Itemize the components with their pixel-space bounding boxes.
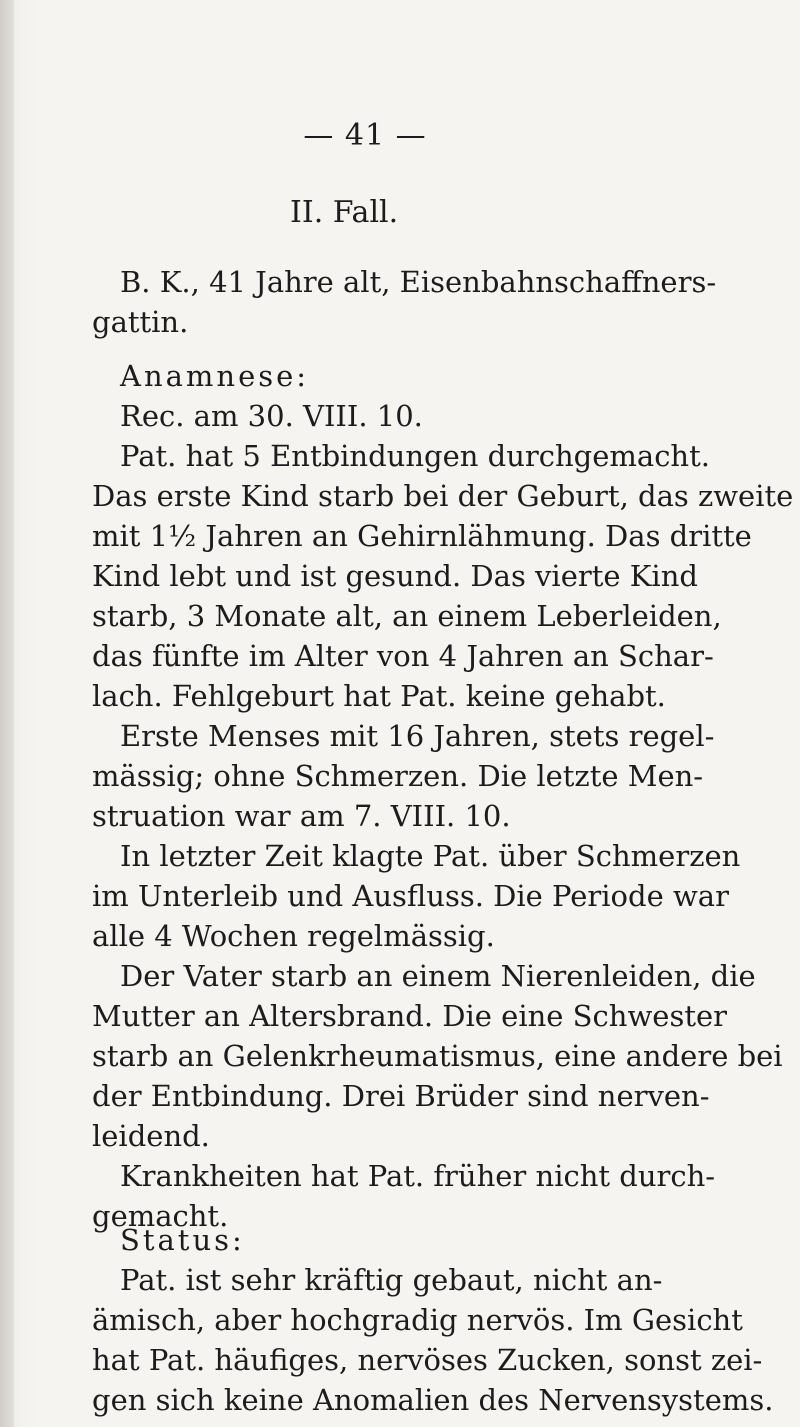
text-line: leidend.	[92, 1119, 210, 1153]
case-intro	[92, 262, 732, 342]
text-line: starb an Gelenkrheumatismus, eine andere bei	[92, 1039, 783, 1073]
text-line: Kind lebt und ist gesund. Das vierte Kind	[92, 559, 698, 593]
text-line: mässig; ohne Schmerzen. Die letzte Men-	[92, 759, 704, 793]
text-line: In letzter Zeit klagte Pat. über Schmerzen	[120, 839, 741, 873]
text-line: Pat. hat 5 Entbindungen durchgemacht.	[120, 439, 710, 473]
page-number: — 41 —	[303, 118, 427, 153]
text-line: lach. Fehlgeburt hat Pat. keine gehabt.	[92, 679, 666, 713]
text-line: Das erste Kind starb bei der Geburt, das zweite	[92, 479, 794, 513]
status-section	[92, 1220, 774, 1420]
text-line: ämisch, aber hochgradig nervös. Im Gesicht	[92, 1303, 743, 1337]
text-line: gattin.	[92, 305, 189, 339]
anamnese-label: Anamnese:	[120, 359, 310, 393]
text-line: B. K., 41 Jahre alt, Eisenbahnschaffners-	[120, 265, 717, 299]
text-line: alle 4 Wochen regelmässig.	[92, 919, 495, 953]
text-line: Rec. am 30. VIII. 10.	[120, 399, 423, 433]
page-gutter-shadow	[0, 0, 14, 1427]
text-line: mit 1½ Jahren an Gehirnlähmung. Das dritte	[92, 519, 752, 553]
text-line: starb, 3 Monate alt, an einem Leberleiden,	[92, 599, 722, 633]
text-line: Der Vater starb an einem Nierenleiden, die	[120, 959, 756, 993]
text-line: Mutter an Altersbrand. Die eine Schwester	[92, 999, 728, 1033]
anamnese-section	[92, 356, 794, 1236]
status-label: Status:	[120, 1223, 245, 1257]
case-heading: II. Fall.	[290, 195, 399, 230]
text-line: das fünfte im Alter von 4 Jahren an Schar-	[92, 639, 714, 673]
text-line: der Entbindung. Drei Brüder sind nerven-	[92, 1079, 710, 1113]
text-line: hat Pat. häufiges, nervöses Zucken, sonst zei-	[92, 1343, 763, 1377]
text-line: struation war am 7. VIII. 10.	[92, 799, 511, 833]
text-line: gemacht.	[92, 1199, 229, 1233]
text-line: Krankheiten hat Pat. früher nicht durch-	[120, 1159, 716, 1193]
text-line: im Unterleib und Ausfluss. Die Periode war	[92, 879, 729, 913]
text-line: Pat. ist sehr kräftig gebaut, nicht an-	[120, 1263, 663, 1297]
text-line: gen sich keine Anomalien des Nervensystems.	[92, 1383, 774, 1417]
text-line: Erste Menses mit 16 Jahren, stets regel-	[120, 719, 715, 753]
